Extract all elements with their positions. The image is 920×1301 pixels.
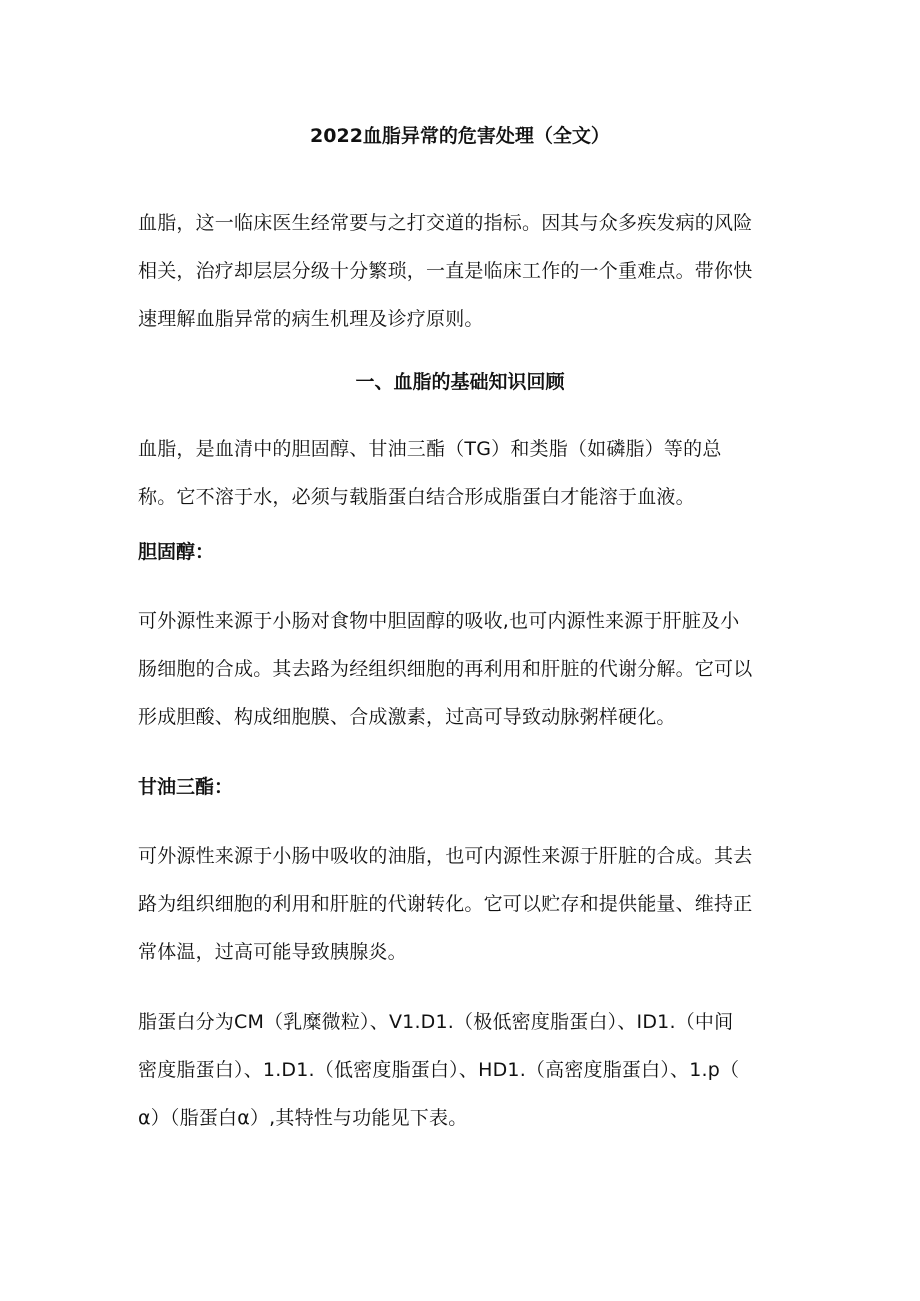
cholesterol-line: 肠细胞的合成。其去路为经组织细胞的再利用和肝脏的代谢分解。它可以 — [138, 658, 753, 680]
definition-paragraph — [138, 425, 784, 521]
cholesterol-paragraph — [138, 597, 784, 741]
triglyceride-line: 常体温，过高可能导致胰腺炎。 — [138, 941, 407, 963]
intro-paragraph — [138, 199, 784, 343]
cholesterol-line: 可外源性来源于小肠对食物中胆固醇的吸收,也可内源性来源于肝脏及小 — [138, 610, 740, 632]
lipoprotein-line: 密度脂蛋白）、1.D1.（低密度脂蛋白）、HD1.（高密度脂蛋白）、1.p（ — [138, 1059, 740, 1081]
triglyceride-heading: 甘油三酯： — [138, 776, 234, 798]
cholesterol-line: 形成胆酸、构成细胞膜、合成激素，过高可导致动脉粥样硬化。 — [138, 706, 676, 728]
definition-line: 血脂，是血清中的胆固醇、甘油三酯（TG）和类脂（如磷脂）等的总 — [138, 438, 722, 460]
lipoprotein-paragraph — [138, 998, 784, 1142]
section-heading: 一、血脂的基础知识回顾 — [355, 371, 565, 393]
triglyceride-paragraph — [138, 832, 784, 976]
lipoprotein-line: α）（脂蛋白α）,其特性与功能见下表。 — [138, 1107, 468, 1129]
document-title: 2022血脂异常的危害处理（全文） — [310, 125, 610, 147]
triglyceride-line: 路为组织细胞的利用和肝脏的代谢转化。它可以贮存和提供能量、维持正 — [138, 893, 753, 915]
cholesterol-heading: 胆固醇： — [138, 541, 215, 563]
definition-line: 称。它不溶于水，必须与载脂蛋白结合形成脂蛋白才能溶于血液。 — [138, 486, 695, 508]
intro-line: 速理解血脂异常的病生机理及诊疗原则。 — [138, 308, 484, 330]
lipoprotein-line: 脂蛋白分为CM（乳糜微粒）、V1.D1.（极低密度脂蛋白）、ID1.（中间 — [138, 1011, 734, 1033]
intro-line: 相关，治疗却层层分级十分繁琐，一直是临床工作的一个重难点。带你快 — [138, 260, 753, 282]
triglyceride-line: 可外源性来源于小肠中吸收的油脂，也可内源性来源于肝脏的合成。其去 — [138, 845, 753, 867]
intro-line: 血脂，这一临床医生经常要与之打交道的指标。因其与众多疾发病的风险 — [138, 212, 753, 234]
